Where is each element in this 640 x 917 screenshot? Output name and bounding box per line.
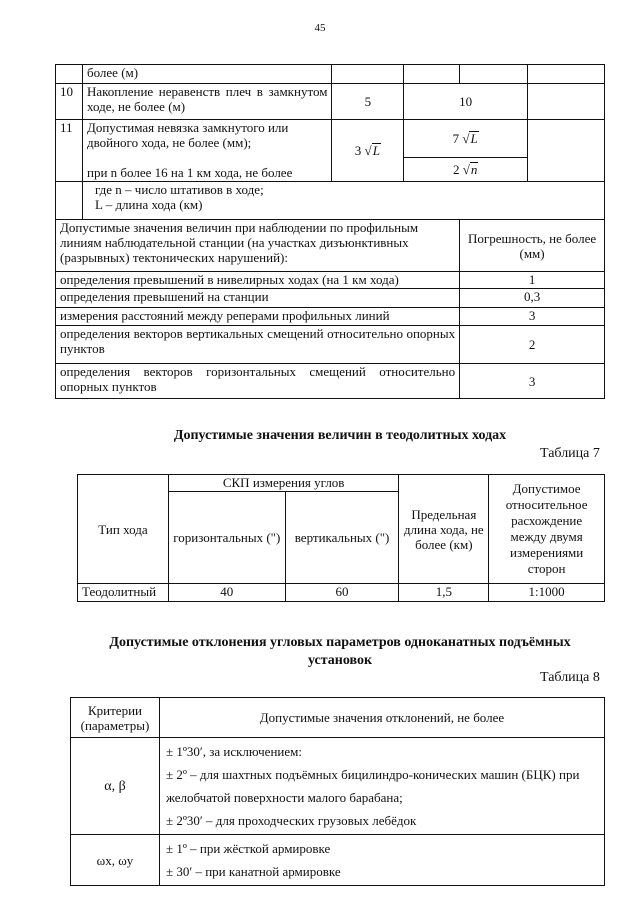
header-skp: СКП измерения углов — [168, 475, 399, 492]
table-row — [78, 584, 605, 602]
profile-error-header: Погрешность, не более (мм) — [460, 220, 605, 272]
profile-value: 3 — [460, 308, 605, 326]
profile-header: Допустимые значения величин при наблюдении по профильным линиям наблюдательной станции (на участках дизъюнктивных (разрывных) тектонических нарушений): — [56, 220, 460, 272]
row-number: 11 — [56, 120, 83, 182]
profile-value: 3 — [460, 364, 605, 399]
row-text-line: при n более 16 на 1 км хода, не более — [86, 165, 293, 180]
value-line: ± 1º – при жёсткой армировке — [165, 841, 331, 856]
header-values: Допустимые значения отклонений, не более — [159, 698, 604, 738]
param-alpha-beta: α, β — [71, 738, 160, 835]
formula-value: 3 √L — [332, 120, 404, 182]
row-length: 1,5 — [399, 584, 489, 602]
row-horizontal: 40 — [168, 584, 285, 602]
table-7-label: Таблица 7 — [540, 446, 600, 461]
table-row — [56, 120, 605, 158]
table-row — [56, 182, 605, 220]
profile-value: 0,3 — [460, 289, 605, 308]
table-8 — [70, 697, 605, 886]
table-row — [71, 698, 605, 738]
values-cell — [159, 738, 604, 835]
row-continuation-text: более (м) — [82, 65, 331, 84]
param-omega: ωx, ωy — [71, 835, 160, 886]
page-number: 45 — [314, 22, 326, 34]
row-value: 5 — [332, 84, 404, 120]
header-length: Предельная длина хода, не более (км) — [399, 475, 489, 584]
table-7 — [77, 474, 605, 602]
header-horizontal: горизонтальных (") — [168, 492, 285, 584]
table-row — [56, 65, 605, 84]
table-row — [78, 475, 605, 492]
values-cell — [159, 835, 604, 886]
formula-value: 2 √n — [404, 158, 528, 182]
table-row — [56, 289, 605, 308]
profile-item: определения превышений на станции — [56, 289, 460, 308]
formula-value: 7 √L — [404, 120, 528, 158]
note-line: L – длина хода (км) — [94, 197, 203, 212]
note-line: где n – число штативов в ходе; — [94, 182, 264, 197]
value-line: ± 2º30′ – для проходческих грузовых лебёдок — [165, 813, 417, 828]
table-row — [56, 326, 605, 364]
header-relative: Допустимое относительное расхождение между двумя измерениями сторон — [489, 475, 605, 584]
row-text-line: Допустимая невязка замкнутого или двойного хода, не более (мм); — [86, 120, 289, 150]
header-criteria: Критерии (параметры) — [71, 698, 160, 738]
table-row — [56, 364, 605, 399]
value-line: ± 30′ – при канатной армировке — [165, 864, 341, 879]
table-row — [56, 308, 605, 326]
table-row — [56, 220, 605, 272]
value-line: ± 2º – для шахтных подъёмных бицилиндро-конических машин (БЦК) при желобчатой поверхности малого барабана; — [165, 767, 580, 805]
table-7-heading: Допустимые значения величин в теодолитных ходах — [173, 428, 507, 443]
table-row — [56, 84, 605, 120]
table-row — [56, 272, 605, 289]
profile-item: определения превышений в нивелирных ходах (на 1 км хода) — [56, 272, 460, 289]
row-relative: 1:1000 — [489, 584, 605, 602]
profile-item: определения векторов горизонтальных смещений относительно опорных пунктов — [56, 364, 460, 399]
profile-item: определения векторов вертикальных смещений относительно опорных пунктов — [56, 326, 460, 364]
table-6-continuation — [55, 64, 605, 399]
value-line: ± 1º30′, за исключением: — [165, 744, 302, 759]
table-note — [82, 182, 604, 220]
row-value: 10 — [404, 84, 528, 120]
profile-item: измерения расстояний между реперами профильных линий — [56, 308, 460, 326]
table-8-label: Таблица 8 — [540, 670, 600, 685]
profile-value: 1 — [460, 272, 605, 289]
row-type: Теодолитный — [78, 584, 169, 602]
row-text: Накопление неравенств плеч в замкнутом ходе, не более (м) — [82, 84, 331, 120]
header-vertical: вертикальных (") — [285, 492, 399, 584]
header-type: Тип хода — [78, 475, 169, 584]
row-text — [82, 120, 331, 182]
row-vertical: 60 — [285, 584, 399, 602]
row-number: 10 — [56, 84, 83, 120]
table-8-heading: Допустимые отклонения угловых параметров одноканатных подъёмных установок — [109, 635, 571, 668]
table-row — [71, 835, 605, 886]
profile-value: 2 — [460, 326, 605, 364]
table-row — [71, 738, 605, 835]
